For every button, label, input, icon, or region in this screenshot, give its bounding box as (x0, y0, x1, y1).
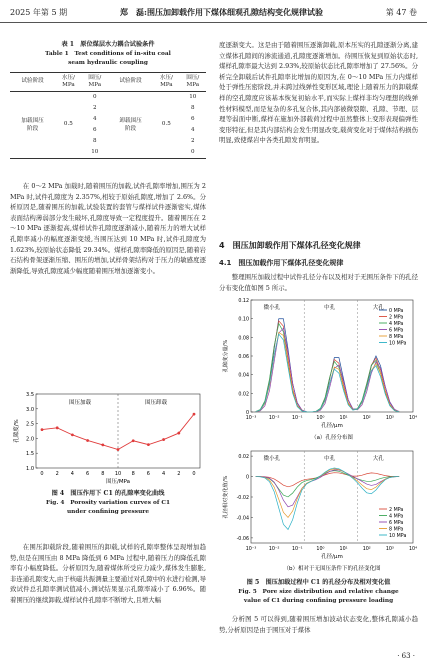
x-tick-label: 10⁻¹ (292, 416, 303, 421)
body-text: 在围压卸载阶段,随着围压的卸载,试样的孔隙率整体呈现增加趋势,但是在围压由 8 MPa 降低到 6 MPa 过程中,随着压力的降低孔隙率有小幅度降低。分析原因为,随着煤体所受应力减少,煤体发生膨胀,非连通孔隙变大,由于核磁共振测量主要通过对孔隙中的水进行检测,导致试件总孔隙率测试值减小,测试结果显示孔隙率减小了 6.96%。随着围压的继续卸载,煤样试件孔隙率不断增大,且增大幅 (10, 543, 206, 604)
x-tick-label: 10 (114, 471, 122, 477)
x-tick-label: 10³ (385, 416, 394, 421)
y-axis-label: 孔隙度/% (14, 419, 20, 443)
x-tick-label: 0 (40, 471, 44, 477)
left-paragraph-1 (10, 181, 206, 391)
y-tick-label: 0.06 (238, 355, 249, 360)
zone-label: 大孔 (372, 456, 384, 462)
fig5a-chart (219, 296, 418, 442)
y-tick-label: 0.10 (238, 317, 249, 323)
table1-water-unload: 0.5 (153, 91, 179, 158)
legend-label: 6 MPa (389, 328, 404, 334)
table-cell: 8 (92, 137, 97, 144)
data-point (147, 443, 150, 446)
article-title-header: 郑 磊:围压加卸载作用下煤体细观孔隙结构变化规律试验 (120, 7, 323, 17)
x-tick-label: 10⁻² (268, 416, 280, 421)
table1-block (10, 40, 206, 159)
data-point (86, 439, 89, 442)
y-tick-label: 0.02 (238, 455, 249, 461)
zone-label: 中孔 (324, 456, 336, 462)
y-tick-label: 1.5 (26, 451, 34, 458)
fig4-chart (10, 388, 206, 484)
x-tick-label: 6 (86, 471, 90, 477)
x-tick-label: 10⁴ (408, 416, 418, 421)
legend-label: 2 MPa (389, 315, 404, 321)
volume-label: 第 47 卷 (385, 8, 417, 17)
right-paragraph-3 (219, 614, 418, 650)
zone-label: 微小孔 (263, 456, 281, 462)
zone-label: 中孔 (324, 305, 336, 311)
series-line (256, 334, 399, 412)
data-point (117, 448, 120, 451)
section-4-1-heading (219, 258, 418, 269)
legend-label: 8 MPa (389, 527, 404, 533)
table-cell: 4 (92, 115, 97, 122)
phase-label-load: 围压加载 (68, 400, 92, 406)
body-text: 在 0～2 MPa 加载时,随着围压的加载,试件孔隙率增加,围压为 2 MPa 时,试件孔隙度为 2.357%,相较于原始孔隙度,增加了 2.6%。分析原因是,随着围压的加载,试验装置的套管与煤样试件逐渐密实,煤体表面结构薄弱部分发生破坏,孔隙度导致一定程度提升。随着围压在 2～10 MPa 逐渐提高,煤样试件孔隙度逐渐减小,随着压力的增大试样孔隙率减小的幅度逐渐变缓,当围压达到 10 MPa 时,试件孔隙度为 1.623%,较原始状态降低 29.34%。煤样孔隙率降低的原因是,随着岩石结构骨架逐渐压缩、围压的增加,试样骨架结构对于压力的敏感度逐渐降低,导致孔隙度减少幅度随着围压增加逐渐变小。 (10, 182, 206, 275)
legend-label: 4 MPa (389, 322, 404, 327)
data-point (41, 428, 44, 431)
y-tick-label: 0 (245, 475, 249, 481)
fig4-caption-en1: Fig. 4 Porosity variation curves of C1 (45, 499, 171, 506)
x-tick-label: 10⁻³ (245, 547, 257, 552)
legend-label: 2 MPa (389, 508, 404, 513)
panel-label: （b）相对于无围压条件下的孔径变化图 (283, 566, 381, 572)
table1-stage-load: 加载围压 阶段 (10, 91, 55, 158)
y-tick-label: 0.02 (238, 392, 249, 398)
y-tick-label: 0.08 (238, 336, 249, 342)
data-point (162, 438, 165, 441)
table-cell: 10 (82, 147, 108, 159)
x-tick-label: 2 (177, 471, 181, 477)
fig4-caption-en2: under confining pressure (66, 508, 150, 515)
right-paragraph-1 (219, 40, 418, 238)
x-tick-label: 10² (362, 547, 371, 552)
x-axis-label: 孔径/μm (321, 423, 343, 429)
x-tick-label: 6 (146, 471, 150, 477)
table-cell: 10 (189, 93, 197, 100)
table1-caption-cn: 表 1 原位煤层水力耦合试验条件 (61, 41, 155, 48)
legend-label: 10 MPa (389, 534, 407, 539)
table1-header: 水压/ MPa (55, 72, 81, 91)
table-cell: 6 (92, 126, 97, 133)
y-tick-label: 2.5 (26, 421, 34, 428)
legend-label: 6 MPa (389, 521, 404, 526)
table1-header: 围压/ MPa (180, 72, 206, 91)
legend-label: 10 MPa (389, 341, 407, 347)
table1-water-load: 0.5 (55, 91, 81, 158)
y-tick-label: -0.02 (236, 496, 249, 501)
table-cell: 6 (190, 115, 195, 122)
x-tick-label: 8 (131, 471, 135, 477)
x-tick-label: 8 (101, 471, 105, 477)
x-tick-label: 10⁻³ (245, 416, 257, 421)
y-tick-label: 0 (245, 411, 249, 416)
table1-header: 试验阶段 (108, 72, 153, 91)
y-axis-label: 孔径相对变化值/% (223, 475, 229, 519)
table-cell: 2 (190, 137, 195, 144)
table-cell: 2 (92, 104, 97, 111)
fig5-caption-en2: value of C1 during confining pressure loading (243, 597, 394, 604)
x-tick-label: 10⁻² (268, 547, 280, 552)
series-line (256, 468, 399, 530)
table-cell: 0 (92, 93, 97, 100)
x-tick-label: 10⁻¹ (292, 547, 303, 552)
running-header (0, 0, 427, 23)
y-tick-label: -0.06 (236, 536, 249, 542)
series-line (256, 469, 399, 518)
body-text: 分析图 5 可以得到,随着围压增加波动状态变化,整体孔隙减小趋势,分析原因是由于围压对于煤体 (219, 615, 418, 634)
x-tick-label: 4 (162, 471, 166, 477)
data-point (71, 433, 74, 436)
panel-label: （a）孔径分布图 (311, 435, 353, 441)
zone-label: 微小孔 (263, 305, 281, 311)
right-paragraph-2 (219, 272, 418, 293)
x-tick-label: 10⁴ (408, 547, 418, 552)
page-number: · 63 · (397, 652, 415, 660)
x-tick-label: 2 (55, 471, 59, 477)
section-heading: 4 围压加卸载作用下煤体孔径变化规律 (219, 241, 361, 250)
legend-label: 8 MPa (389, 335, 404, 340)
body-text: 度逐渐变大。这是由于随着围压逐渐卸载,原本压实的孔隙逐渐分离,建立煤体孔隙间的渗流通道,孔隙度逐渐增加。待围压恢复到原始状态时,煤样孔隙率最大达到 2.93%,较原始状态比孔隙率增加了 27.56%。分析完全卸载后试件孔隙率比增加的原因为,在 0～10 MPa 压力内煤样处于弹性压密阶段,并未跨过线弹性变形区域,理论上随着压力的卸载煤样的空孔隙度应该基本恢复初始水平,而实际上煤样非均匀理想的线弹性材料模型,而是复杂的多孔复合体,其内部被微裂隙、孔隙、节理、层理等弱面中断,煤样在施加外部载荷过程中虽然整体上变形表现偏弹性变形特征,但是其内部结构会发生明显改变,载荷变化对于煤体结构损伤明显,致使煤岩中各类孔隙发育明显。 (219, 41, 418, 145)
fig4-caption (10, 489, 206, 517)
zone-label: 大孔 (372, 305, 384, 311)
fig5-caption (219, 578, 418, 606)
y-tick-label: -0.04 (236, 516, 249, 522)
fig5-caption-en1: Fig. 5 Pore size distribution and relative change (238, 588, 399, 595)
x-axis-label: 孔径/μm (321, 554, 343, 560)
data-point (56, 426, 59, 429)
y-tick-label: 0.12 (238, 299, 249, 304)
data-point (193, 413, 196, 416)
body-text: 整理围压加载过程中试件孔径分布以及相对于无围压条件下的孔径分布变化值如图 5 所示。 (219, 273, 418, 292)
table1 (10, 72, 206, 159)
table1-caption-en1: Table 1 Test conditions of in-situ coal (45, 50, 171, 57)
section-4-heading (219, 241, 418, 252)
table1-header: 围压/ MPa (82, 72, 108, 91)
issue-label: 2025 年第 5 期 (10, 8, 68, 17)
table-row (10, 91, 206, 103)
y-tick-label: 3.5 (26, 392, 34, 398)
x-tick-label: 10¹ (339, 547, 348, 552)
y-axis-label: 孔隙度分量/% (223, 339, 229, 373)
data-point (132, 439, 135, 442)
x-tick-label: 10³ (385, 547, 394, 552)
y-tick-label: 1.0 (26, 466, 34, 472)
table1-header: 试验阶段 (10, 72, 55, 91)
table-cell: 4 (190, 126, 195, 133)
x-tick-label: 0 (192, 471, 196, 477)
table1-stage-unload: 卸载围压 阶段 (108, 91, 153, 158)
x-tick-label: 4 (70, 471, 74, 477)
x-axis-label: 围压/MPa (105, 479, 131, 484)
fig5-caption-cn: 图 5 围压加载过程中 C1 的孔径分布及相对变化值 (246, 579, 391, 586)
table-cell: 8 (190, 104, 195, 111)
y-tick-label: 2.0 (26, 436, 34, 443)
table-cell: 0 (180, 147, 206, 159)
phase-label-unload: 围压卸载 (144, 400, 168, 406)
left-paragraph-2 (10, 542, 206, 660)
x-tick-label: 10⁰ (316, 547, 325, 552)
data-point (177, 432, 180, 435)
y-tick-label: 0.04 (238, 373, 249, 379)
table1-header-row (10, 72, 206, 91)
x-tick-label: 10⁰ (316, 416, 325, 421)
legend-label: 4 MPa (389, 514, 404, 520)
y-tick-label: 3.0 (26, 406, 34, 413)
fig5b-chart (219, 447, 418, 573)
x-tick-label: 10¹ (339, 416, 348, 421)
fig4-caption-cn: 图 4 围压作用下 C1 的孔隙率变化曲线 (51, 490, 165, 497)
subsection-heading: 4.1 围压加载作用下煤体孔径变化规律 (219, 259, 344, 267)
table1-caption-en2: seam hydraulic coupling (68, 59, 148, 66)
x-tick-label: 10² (362, 416, 371, 421)
table1-header: 水压/ MPa (153, 72, 179, 91)
data-point (101, 444, 104, 447)
legend-label: 0 MPa (389, 309, 404, 314)
